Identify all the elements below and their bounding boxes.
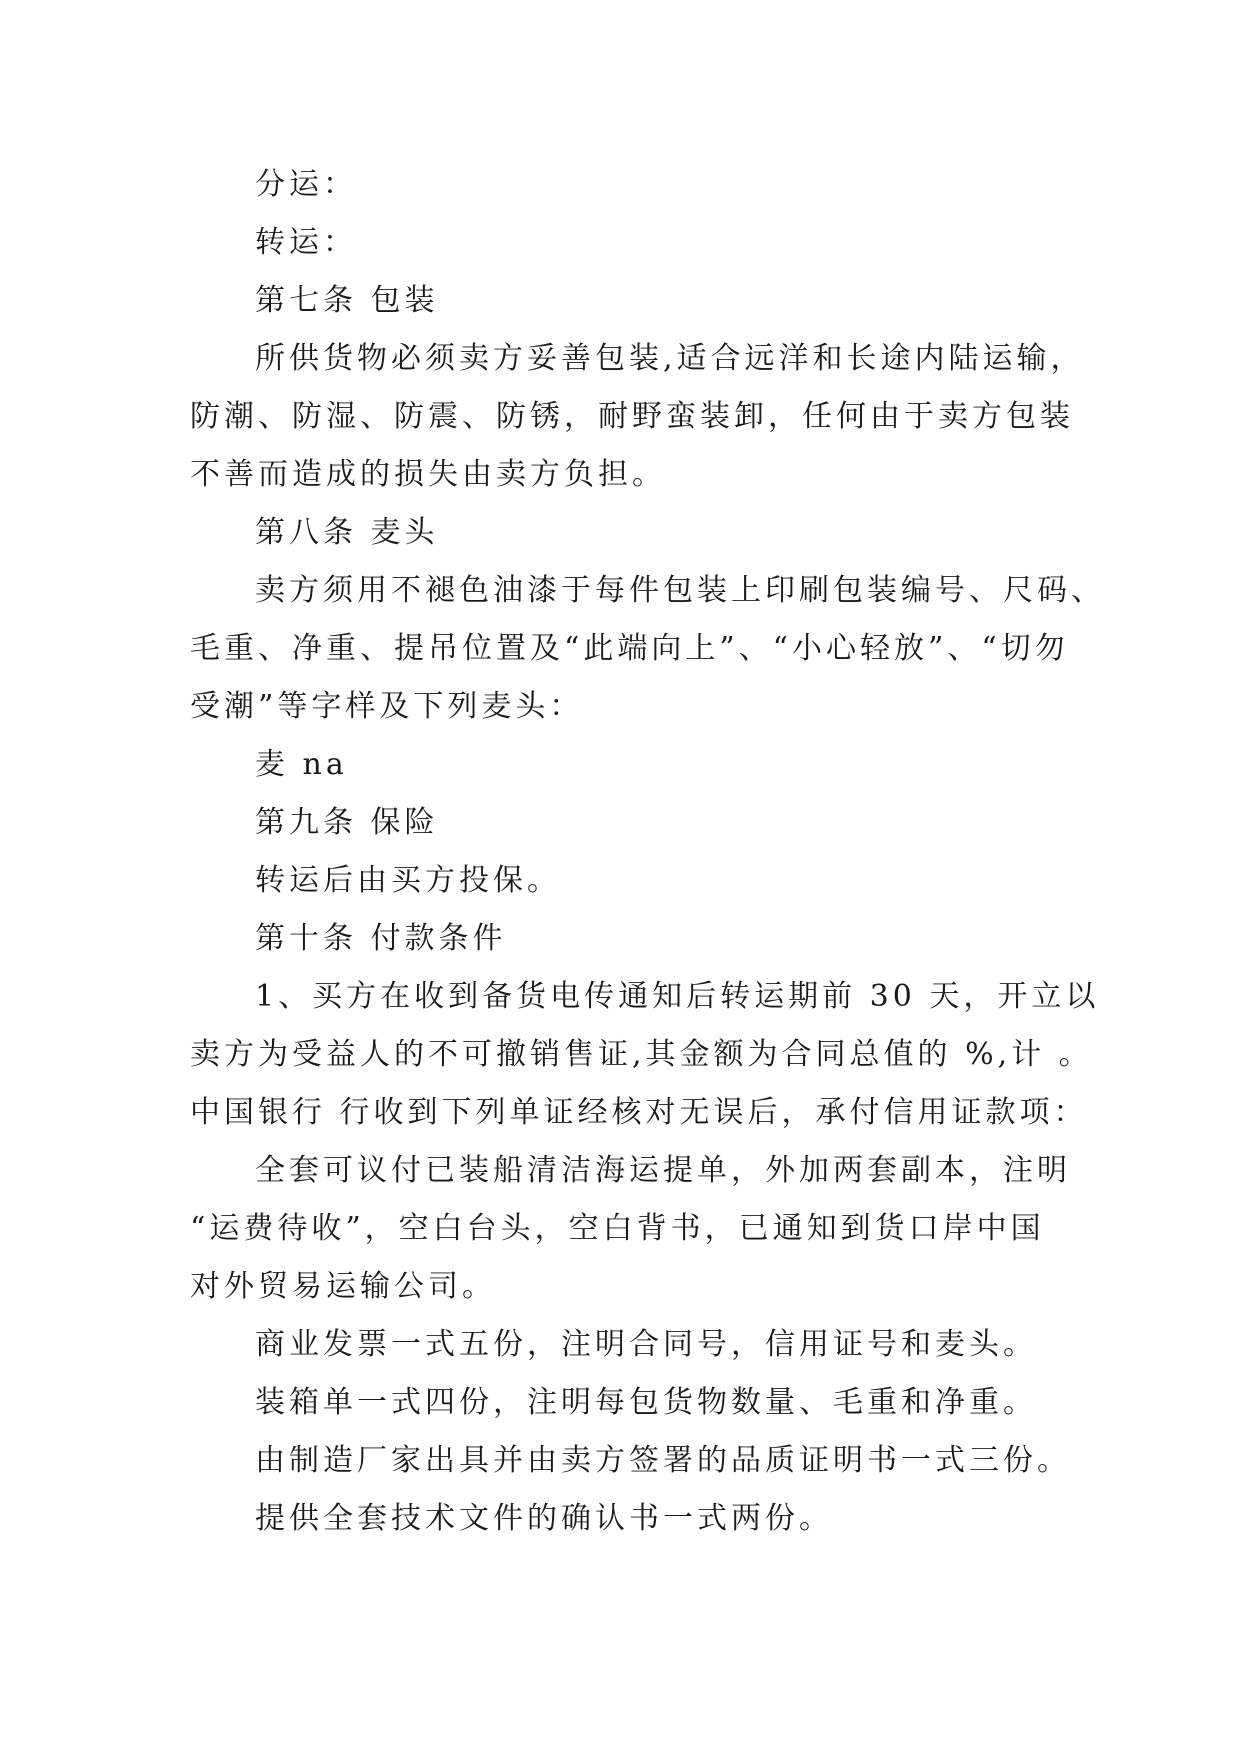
paragraph-line: 对外贸易运输公司。: [190, 1269, 496, 1304]
section-heading: 第八条 麦头: [255, 515, 439, 550]
section-heading: 第九条 保险: [255, 805, 439, 840]
paragraph-line: “运费待收”，空白台头，空白背书，已通知到货口岸中国: [190, 1211, 1045, 1246]
paragraph-line: 中国银行 行收到下列单证经核对无误后，承付信用证款项：: [190, 1095, 1088, 1130]
list-item: 提供全套技术文件的确认书一式两份。: [255, 1501, 833, 1536]
text-line: 转运后由买方投保。: [255, 863, 561, 898]
section-heading: 第七条 包装: [255, 283, 439, 318]
paragraph-line: 1、买方在收到备货电传通知后转运期前 30 天，开立以: [255, 979, 1100, 1014]
text-line: 分运：: [255, 167, 357, 202]
paragraph-line: 卖方为受益人的不可撤销售证,其金额为合同总值的 %,计 。: [190, 1037, 1093, 1072]
text-line: 转运：: [255, 225, 357, 260]
paragraph-line: 受潮”等字样及下列麦头：: [190, 689, 584, 724]
paragraph-line: 全套可议付已装船清洁海运提单，外加两套副本，注明: [255, 1153, 1071, 1188]
paragraph-line: 毛重、净重、提吊位置及“此端向上”、“小心轻放”、“切勿: [190, 631, 1069, 666]
paragraph-line: 防潮、防湿、防震、防锈，耐野蛮装卸，任何由于卖方包装: [190, 399, 1074, 434]
paragraph-line: 所供货物必须卖方妥善包装,适合远洋和长途内陆运输，: [255, 341, 1085, 376]
paragraph-line: 不善而造成的损失由卖方负担。: [190, 457, 666, 492]
list-item: 商业发票一式五份，注明合同号，信用证号和麦头。: [255, 1327, 1037, 1362]
text-line: 麦 na: [255, 747, 348, 782]
list-item: 装箱单一式四份，注明每包货物数量、毛重和净重。: [255, 1385, 1037, 1420]
section-heading: 第十条 付款条件: [255, 921, 507, 956]
list-item: 由制造厂家出具并由卖方签署的品质证明书一式三份。: [255, 1443, 1071, 1478]
paragraph-line: 卖方须用不褪色油漆于每件包装上印刷包装编号、尺码、: [255, 573, 1105, 608]
